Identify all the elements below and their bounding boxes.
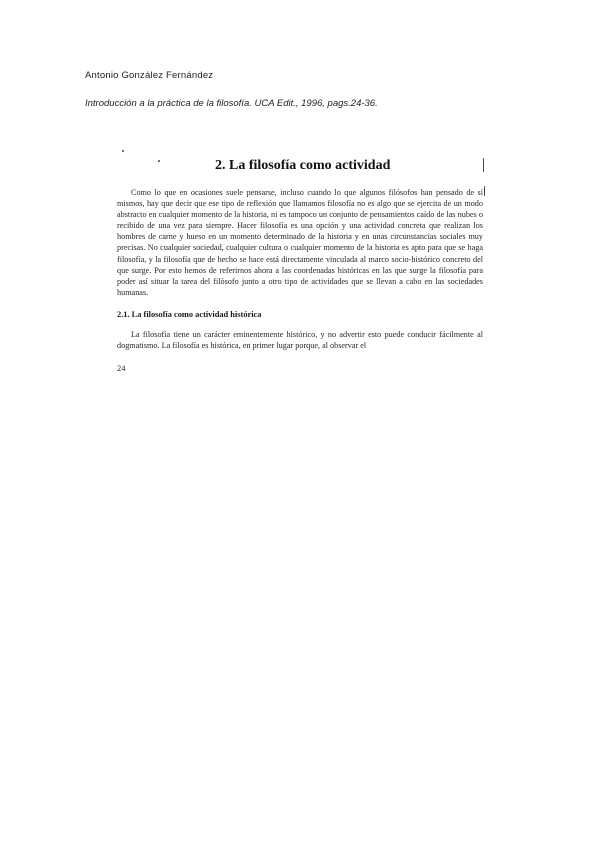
section-paragraph: La filosofía tiene un carácter eminentemente histórico, y no advertir esto puede conducir fácilmente al dogmatismo. La filosofía es histórica, en primer lugar porque, al observar el (117, 329, 483, 351)
chapter-title: 2. La filosofía como actividad (215, 158, 391, 173)
source-citation: Introducción a la práctica de la filosofía. UCA Edit., 1996, pags.24-36. (85, 98, 378, 109)
scan-speck (483, 158, 484, 172)
section-title: 2.1. La filosofía como actividad histórica (117, 309, 262, 319)
author-name: Antonio González Fernández (85, 70, 214, 81)
page-number: 24 (117, 364, 126, 374)
scanned-page (117, 144, 483, 373)
scan-speck (484, 186, 485, 196)
document-header (85, 70, 545, 109)
intro-paragraph: Como lo que en ocasiones suele pensarse, incluso cuando lo que algunos filósofos han pensado de sí mismos, hay que decir que ese tipo de reflexión que llamamos filosofía no es algo que se ejercita de un modo abstracto en cualquier momento de la historia, ni es tampoco un conjunto de pensamientos caído de las nubes o recibido de una vez para siempre. Hacer filosofía es una opción y una actividad concreta que realizan los hombres de carne y hueso en un momento determinado de la historia y en unas circunstancias sociales muy precisas. No cualquier sociedad, cualquier cultura o cualquier momento de la historia es apto para que se haga filosofía, y la filosofía que de hecho se hace está directamente vinculada al marco socio-histórico concreto del que surge. Por esto hemos de referirnos ahora a las coordenadas históricas en las que surge la filosofía para poder así situar la tarea del filósofo junto a otro tipo de actividades que se llevan a cabo en las sociedades humanas. (117, 188, 483, 297)
